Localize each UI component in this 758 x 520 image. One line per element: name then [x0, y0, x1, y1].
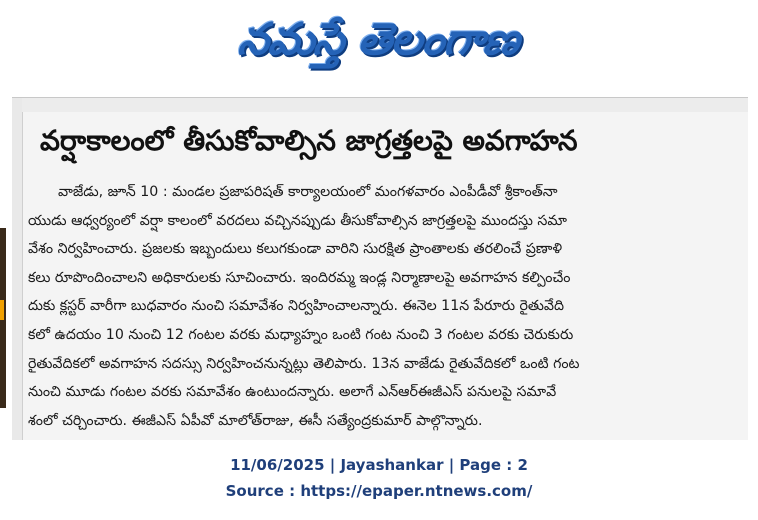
article-line: శంలో చర్చించారు. ఈజీఎస్ ఏపీవో మాలోత్‌రాజు, ఈసీ సత్యేంద్రకుమార్ పాల్గొన్నారు.: [28, 412, 483, 429]
article-line: దుకు క్లస్టర్ వారీగా బుధవారం నుంచి సమావేశం నిర్వహించాలన్నారు. ఈనెల 11న పేరూరు రైతువేది: [28, 298, 564, 315]
clipping-top-border: [22, 98, 748, 112]
clipping-left-border: [12, 98, 23, 440]
newspaper-logo: నమస్తే తెలంగాణ: [235, 14, 522, 65]
footer-source: Source : https://epaper.ntnews.com/: [225, 482, 533, 500]
article-line: వాజేడు, జూన్ 10 : మండల ప్రజాపరిషత్ కార్యాలయంలో మంగళవారం ఎంపీడీవో శ్రీకాంత్‌నా: [58, 184, 558, 200]
article-line: రైతువేదికలో అవగాహన సదస్సు నిర్వహించనున్నట్లు తెలిపారు. 13న వాజేడు రైతువేదికలో ఒంటి గంట: [28, 355, 580, 372]
article-headline: వర్షాకాలంలో తీసుకోవాల్సిన జాగ్రత్తలపై అవగాహన: [40, 124, 578, 157]
article-line: యుడు ఆధ్వర్యంలో వర్షా కాలంలో వరదలు వచ్చినప్పుడు తీసుకోవాల్సిన జాగ్రత్తలపై ముందస్తు సమా: [28, 212, 567, 229]
article-line: నుంచి మూడు గంటల వరకు సమావేశం ఉంటుందన్నారు. అలాగే ఎన్ఆర్ఈజీఎస్ పనులపై సమావే: [28, 384, 557, 401]
article-body: [28, 178, 742, 435]
article-line: కలో ఉదయం 10 నుంచి 12 గంటల వరకు మధ్యాహ్నం ఒంటి గంట నుంచి 3 గంటల వరకు చెరుకురు: [28, 326, 574, 343]
masthead: [0, 0, 758, 96]
adjacent-clipping-accent: [0, 300, 4, 320]
article-line: కలు రూపొందించాలని అధికారులకు సూచించారు. ఇందిరమ్మ ఇండ్ల నిర్మాణాలపై అవగాహన కల్పించేం: [28, 269, 571, 286]
page-footer: [0, 452, 758, 504]
footer-date-edition: 11/06/2025 | Jayashankar | Page : 2: [230, 456, 528, 474]
article-line: వేశం నిర్వహించారు. ప్రజలకు ఇబ్బందులు కలుగకుండా వారిని సురక్షిత ప్రాంతాలకు తరలించే ప్రణాళి: [28, 241, 563, 258]
